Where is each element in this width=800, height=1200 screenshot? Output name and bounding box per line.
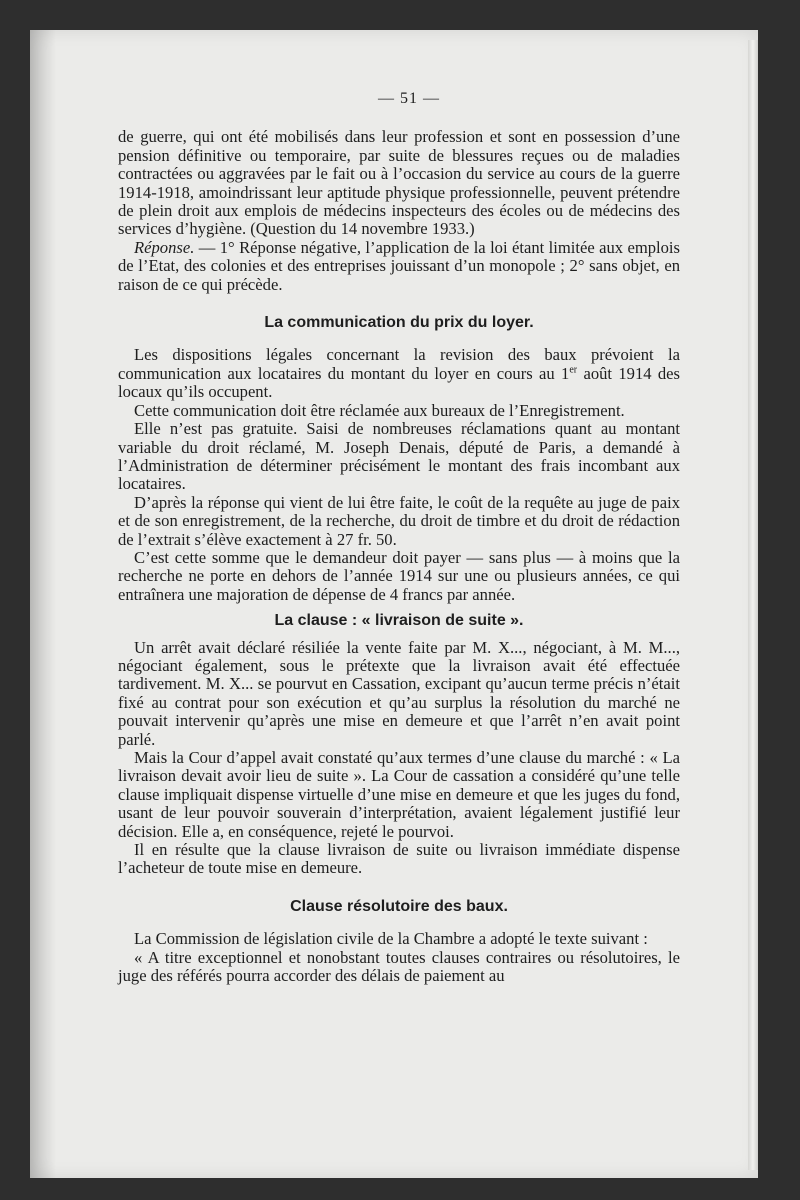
document-page (30, 30, 758, 1178)
page-edge (748, 40, 758, 1170)
loyer-paragraph-5: C’est cette somme que le demandeur doit payer — sans plus — à moins que la recherche ne porte en dehors de l’année 1914 sur une ou plusieurs années, ce qui entraînera une majoration de dépense de 4 francs par année. (118, 547, 680, 604)
section-heading-livraison: La clause : « livraison de suite ». (274, 612, 524, 630)
page-content (118, 90, 680, 985)
page-number: — 51 — (378, 90, 440, 107)
loyer-paragraph-2: Cette communication doit être réclamée aux bureaux de l’Enregistrement. (134, 400, 625, 420)
loyer-paragraph-4: D’après la réponse qui vient de lui être faite, le coût de la requête au juge de paix et de son enregistrement, de la recherche, du droit de timbre et du droit de rédaction de l’extrait s’élève exactement à 27 fr. 50. (118, 492, 680, 549)
section-heading-baux: Clause résolutoire des baux. (290, 897, 508, 915)
reponse-paragraph (118, 239, 680, 294)
section-heading-loyer: La communication du prix du loyer. (264, 314, 534, 332)
baux-paragraph-2: « A titre exceptionnel et nonobstant toutes clauses contraires ou résolutoires, le juge des référés pourra accorder des délais de paiement au (118, 947, 680, 986)
loyer-paragraph-3: Elle n’est pas gratuite. Saisi de nombreuses réclamations quant au montant variable du droit réclamé, M. Joseph Denais, député de Paris, a demandé à l’Administration de déterminer précisément le montant des frais incombant aux locataires. (118, 419, 680, 494)
livraison-paragraph-2: Mais la Cour d’appel avait constaté qu’aux termes d’une clause du marché : « La livraison devait avoir lieu de suite ». La Cour de cassation a considéré qu’une telle clause impliquait dispense virtuelle d’une mise en demeure et que les juges du fond, usant de leur pouvoir souverain d’interprétation, avaient légalement justifié leur décision. Elle a, en conséquence, rejeté le pourvoi. (118, 748, 680, 841)
livraison-paragraph-3: Il en résulte que la clause livraison de suite ou livraison immédiate dispense l’acheteur de toute mise en demeure. (118, 840, 680, 878)
loyer-paragraph-1: Les dispositions légales concernant la revision des baux prévoient la communication aux locataires du montant du loyer en cours au 1er août 1914 des locaux qu’ils occupent. (118, 345, 681, 402)
baux-paragraph-1: La Commission de législation civile de la Chambre a adopté le texte suivant : (134, 929, 648, 949)
livraison-paragraph-1: Un arrêt avait déclaré résiliée la vente faite par M. X..., négociant, à M. M..., négociant également, sous le prétexte que la livraison avait été effectuée tardivement. M. X... se pourvut en Cassation, excipant qu’aucun terme précis n’était fixé au contrat pour son exécution et qu’au surplus la résolution du marché ne pouvait intervenir qu’après une mise en demeure et que l’arrêt n’en avait point parlé. (118, 637, 680, 749)
intro-paragraph: de guerre, qui ont été mobilisés dans leur profession et sont en possession d’une pension définitive ou temporaire, par suite de blessures reçues ou de maladies contractées ou aggravées par le fait ou à l’occasion du service au cours de la guerre 1914-1918, amoindrissant leur aptitude physique professionnelle, peuvent prétendre de plein droit aux emplois de médecins inspecteurs des écoles ou de médecins des services d’hygiène. (Question du 14 novembre 1933.) (118, 127, 680, 239)
binding-shadow (30, 30, 56, 1178)
reponse-label: Réponse. (134, 237, 195, 257)
reponse-text: — 1° Réponse négative, l’application de la loi étant limitée aux emplois de l’Etat, des colonies et des entreprises jouissant d’un monopole ; 2° sans objet, en raison de ce qui précède. (118, 237, 680, 294)
